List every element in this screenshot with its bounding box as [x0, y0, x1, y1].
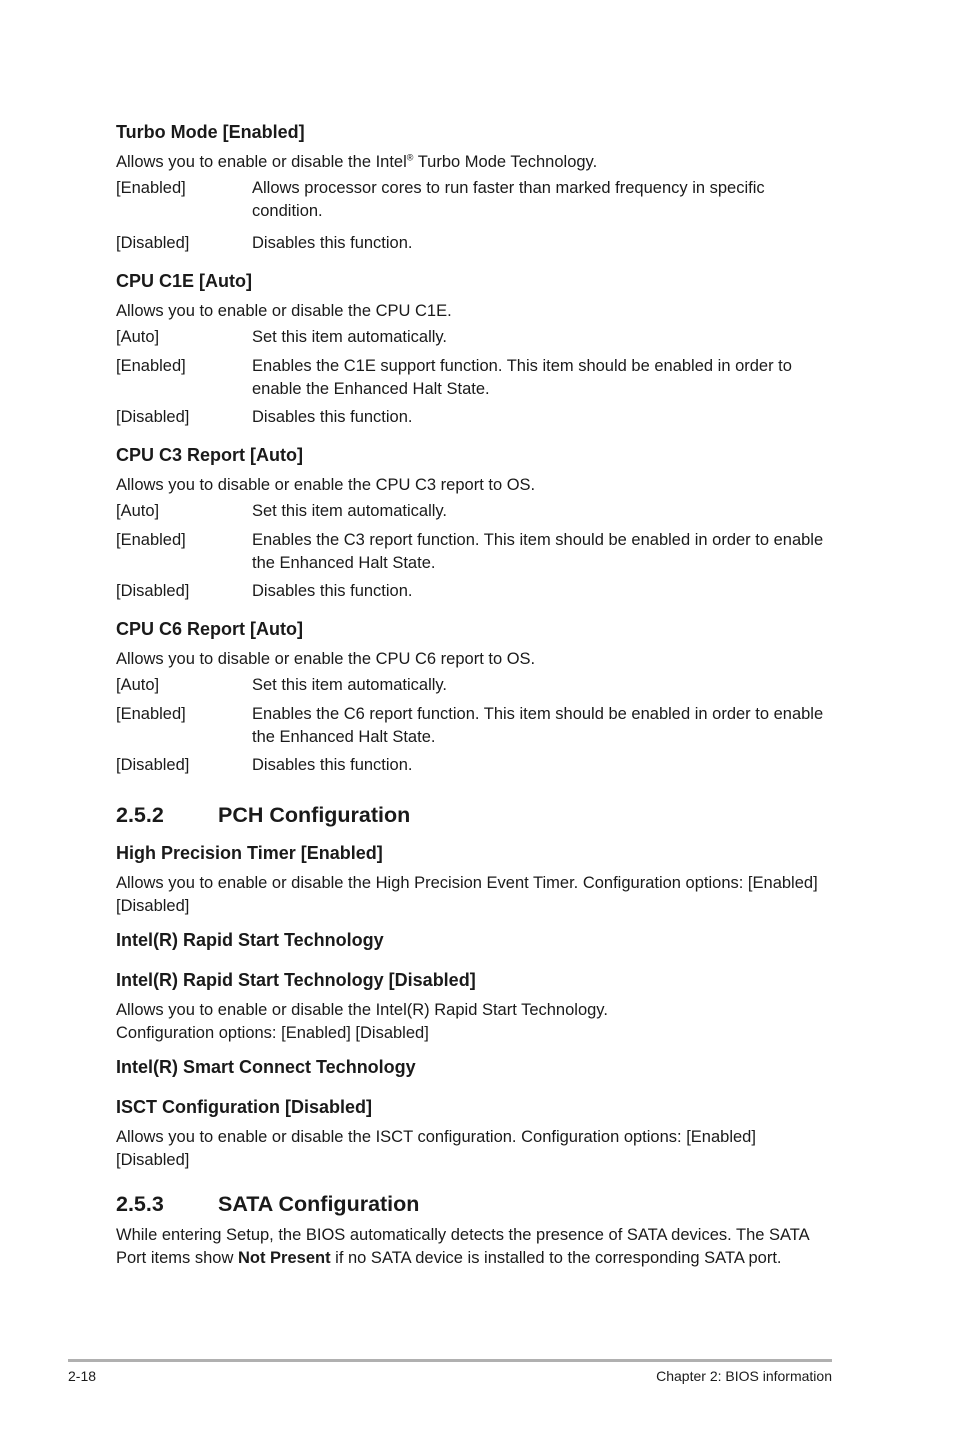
not-present-emphasis: Not Present [237, 1249, 331, 1267]
c1e-option-enabled [116, 355, 832, 401]
option-key: [Auto] [116, 502, 160, 520]
turbo-option-disabled [116, 232, 832, 255]
option-key: [Auto] [116, 676, 160, 694]
option-value: Enables the C6 report function. This item should be enabled in order to enable the Enhanced Halt State. [252, 705, 824, 746]
page-content [116, 118, 832, 1270]
option-value: Enables the C1E support function. This item should be enabled in order to enable the Enhanced Halt State. [252, 357, 792, 398]
option-value: Enables the C3 report function. This item should be enabled in order to enable the Enhanced Halt State. [252, 531, 824, 572]
c1e-option-auto [116, 326, 832, 349]
turbo-mode-heading: Turbo Mode [Enabled] [116, 122, 305, 142]
cpu-c6-heading: CPU C6 Report [Auto] [116, 619, 303, 639]
rapid-start-heading: Intel(R) Rapid Start Technology [Disabled] [116, 970, 476, 990]
section-title: PCH Configuration [218, 803, 411, 827]
option-value: Set this item automatically. [252, 502, 448, 520]
c6-option-disabled [116, 754, 832, 777]
option-value: Disables this function. [252, 234, 413, 252]
pch-configuration-section-title [116, 801, 832, 829]
hpet-description: Allows you to enable or disable the High Precision Event Timer. Configuration options: [Enabled] [Disabled] [116, 874, 818, 915]
option-key: [Disabled] [116, 756, 190, 774]
isct-description: Allows you to enable or disable the ISCT configuration. Configuration options: [Enabled] [Disabled] [116, 1128, 756, 1169]
rapid-start-options: Configuration options: [Enabled] [Disabled] [116, 1024, 429, 1042]
cpu-c6-description: Allows you to disable or enable the CPU C6 report to OS. [116, 650, 536, 668]
option-value: Set this item automatically. [252, 328, 448, 346]
option-key: [Enabled] [116, 705, 186, 723]
turbo-option-enabled [116, 177, 832, 223]
sata-description: While entering Setup, the BIOS automatically detects the presence of SATA devices. The SATA Port items show Not Present if no SATA device is installed to the corresponding SATA port. [116, 1226, 809, 1267]
c3-option-enabled [116, 529, 832, 575]
smart-connect-group-heading: Intel(R) Smart Connect Technology [116, 1057, 416, 1077]
rapid-start-group-heading: Intel(R) Rapid Start Technology [116, 930, 384, 950]
page-number: 2-18 [68, 1368, 97, 1384]
c3-option-disabled [116, 580, 832, 603]
cpu-c1e-description: Allows you to enable or disable the CPU C1E. [116, 302, 452, 320]
c6-option-auto [116, 674, 832, 697]
option-key: [Enabled] [116, 179, 186, 197]
option-value: Disables this function. [252, 408, 413, 426]
c1e-option-disabled [116, 406, 832, 429]
option-key: [Disabled] [116, 582, 190, 600]
section-number: 2.5.3 [116, 1192, 164, 1216]
isct-heading: ISCT Configuration [Disabled] [116, 1097, 372, 1117]
cpu-c3-description: Allows you to disable or enable the CPU C3 report to OS. [116, 476, 536, 494]
rapid-start-description: Allows you to enable or disable the Intel(R) Rapid Start Technology. [116, 1001, 608, 1019]
hpet-heading: High Precision Timer [Enabled] [116, 843, 383, 863]
option-key: [Disabled] [116, 408, 190, 426]
option-key: [Disabled] [116, 234, 190, 252]
cpu-c1e-heading: CPU C1E [Auto] [116, 271, 252, 291]
option-value: Set this item automatically. [252, 676, 448, 694]
option-key: [Auto] [116, 328, 160, 346]
option-value: Disables this function. [252, 582, 413, 600]
option-value: Disables this function. [252, 756, 413, 774]
option-value: Allows processor cores to run faster than marked frequency in specific condition. [252, 179, 765, 220]
option-key: [Enabled] [116, 531, 186, 549]
section-number: 2.5.2 [116, 803, 164, 827]
c3-option-auto [116, 500, 832, 523]
c6-option-enabled [116, 703, 832, 749]
section-title: SATA Configuration [218, 1192, 420, 1216]
chapter-label: Chapter 2: BIOS information [656, 1368, 832, 1384]
cpu-c3-heading: CPU C3 Report [Auto] [116, 445, 303, 465]
turbo-mode-description: Allows you to enable or disable the Intel® Turbo Mode Technology. [116, 152, 598, 171]
sata-configuration-section-title [116, 1190, 832, 1218]
option-key: [Enabled] [116, 357, 186, 375]
footer-divider [68, 1359, 832, 1362]
